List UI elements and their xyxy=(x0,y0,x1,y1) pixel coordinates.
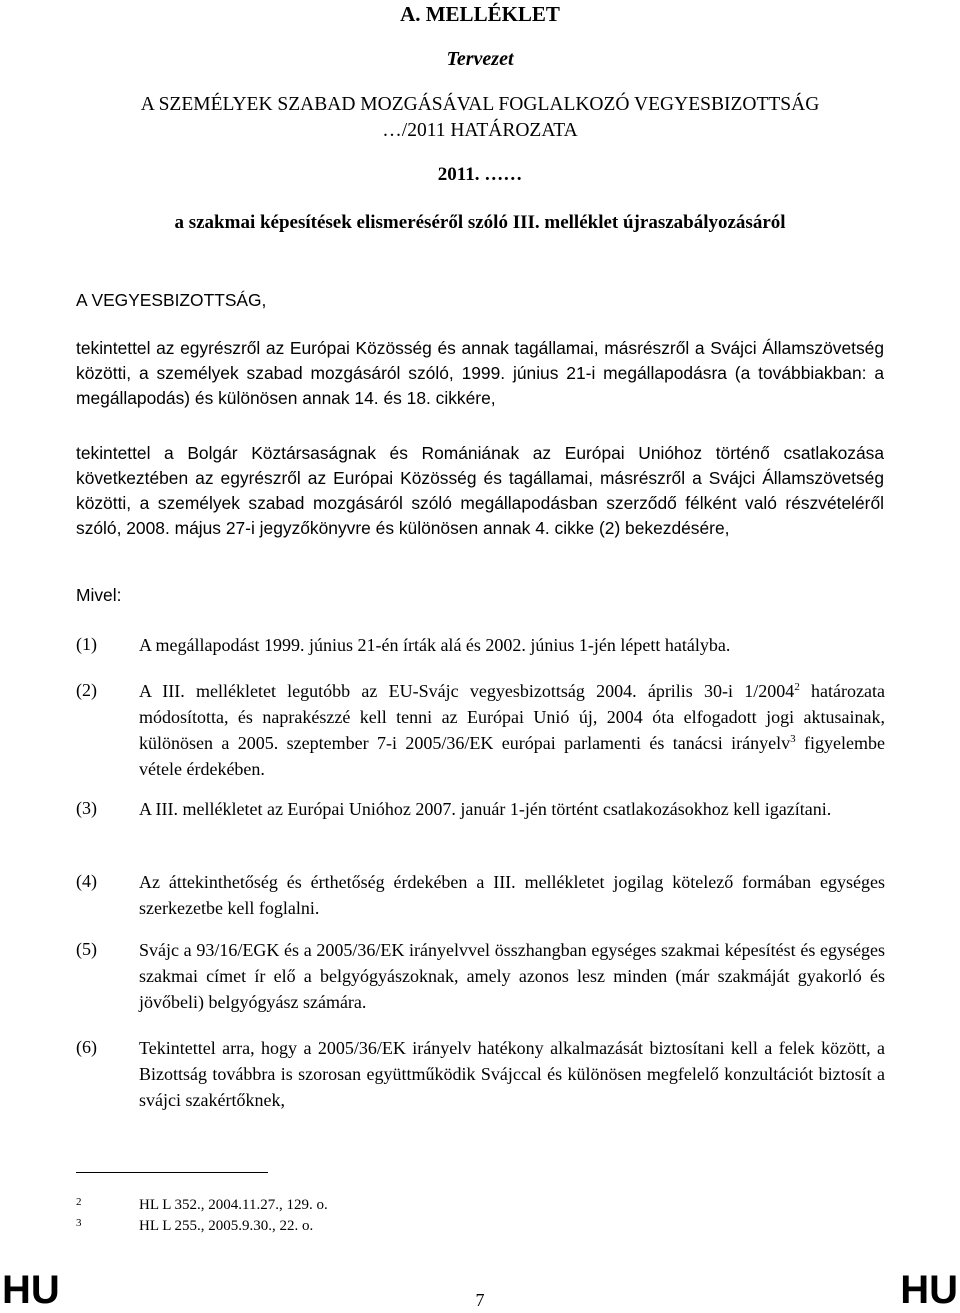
footnote-number: 2 xyxy=(76,1196,82,1208)
recital-text-part: A III. mellékletet legutóbb az EU-Svájc vegyesbizottság 2004. április 30-i 1/2004 xyxy=(139,681,795,701)
whereas-heading: Mivel: xyxy=(76,585,122,605)
recital-text-part: határozata módosította, és naprakészzé kell tenni az Európai Unió új, 2004 óta elfogadott jogi aktusainak, különösen a 2005. szeptember 7-i 2005/36/EK európai parlamenti és tanácsi irányelv xyxy=(139,681,885,753)
recital-text: Tekintettel arra, hogy a 2005/36/EK irányelv hatékony alkalmazását biztosítani kell a felek között, a Bizottság továbbra is szorosan együttműködik Svájccal és különösen megfelelő konzultációt biztosít a svájci szakértőknek, xyxy=(139,1038,885,1110)
recital-number: (4) xyxy=(76,871,97,891)
recital-number: (6) xyxy=(76,1037,97,1057)
recital-text-part: figyelembe vétele érdekében. xyxy=(139,733,885,779)
decision-title-line2: …/2011 HATÁROZATA xyxy=(382,120,578,141)
footnote-text: HL L 352., 2004.11.27., 129. o. xyxy=(139,1197,328,1213)
recital-text: Svájc a 93/16/EGK és a 2005/36/EK irányelvvel összhangban egységes szakmai képesítést és egységes szakmai címet ír elő a belgyógyászoknak, amely azonos lesz minden (már szakmáját gyakorló és jövőbeli) belgyógyász számára. xyxy=(139,940,885,1012)
language-code-left: HU xyxy=(2,1268,60,1312)
recital-text: A megállapodást 1999. június 21-én írták alá és 2002. június 1-jén lépett hatályba. xyxy=(139,635,731,655)
having-regard-paragraph-1: tekintettel az egyrészről az Európai Közösség és annak tagállamai, másrészről a Svájci Államszövetség közötti, a személyek szabad mozgásáról szóló, 1999. június 21-i megállapodásra (a továbbiakban: a megállapodás) és különösen annak 14. és 18. cikkére, xyxy=(76,338,884,408)
decision-title-line1: A SZEMÉLYEK SZABAD MOZGÁSÁVAL FOGLALKOZÓ VEGYESBIZOTTSÁG xyxy=(140,94,820,115)
footnote-reference: 3 xyxy=(790,733,796,745)
decision-title xyxy=(0,92,960,144)
footnote-reference: 2 xyxy=(794,681,800,693)
recital-number: (2) xyxy=(76,680,97,700)
footnote-number: 3 xyxy=(76,1217,82,1229)
footnote-text: HL L 255., 2005.9.30., 22. o. xyxy=(139,1218,314,1234)
draft-label: Tervezet xyxy=(446,48,514,70)
recital-number: (1) xyxy=(76,634,97,654)
recital-number: (3) xyxy=(76,798,97,818)
decision-subject: a szakmai képesítések elismeréséről szóló III. melléklet újraszabályozásáról xyxy=(174,212,786,233)
recital-number: (5) xyxy=(76,939,97,959)
annex-title: A. MELLÉKLET xyxy=(400,2,560,26)
page-number: 7 xyxy=(475,1290,485,1310)
recital-text: A III. mellékletet az Európai Unióhoz 2007. január 1-jén történt csatlakozásokhoz kell igazítani. xyxy=(139,799,832,819)
committee-heading: A VEGYESBIZOTTSÁG, xyxy=(76,290,267,310)
language-code-right: HU xyxy=(900,1268,958,1312)
footnote-separator xyxy=(76,1172,268,1173)
recital-text xyxy=(139,678,885,782)
having-regard-paragraph-2: tekintettel a Bolgár Köztársaságnak és Romániának az Európai Unióhoz történő csatlakozása következtében az egyrészről az Európai Közösség és tagállamai, másrészről a Svájci Államszövetség közötti, a személyek szabad mozgásáról szóló megállapodásban szerződő félként való részvételéről szóló, 2008. május 27-i jegyzőkönyvre és különösen annak 4. cikke (2) bekezdésére, xyxy=(76,443,884,538)
recital-text: Az áttekinthetőség és érthetőség érdekében a III. mellékletet jogilag kötelező formában egységes szerkezetbe kell foglalni. xyxy=(139,872,885,918)
decision-date: 2011. …… xyxy=(437,164,523,185)
